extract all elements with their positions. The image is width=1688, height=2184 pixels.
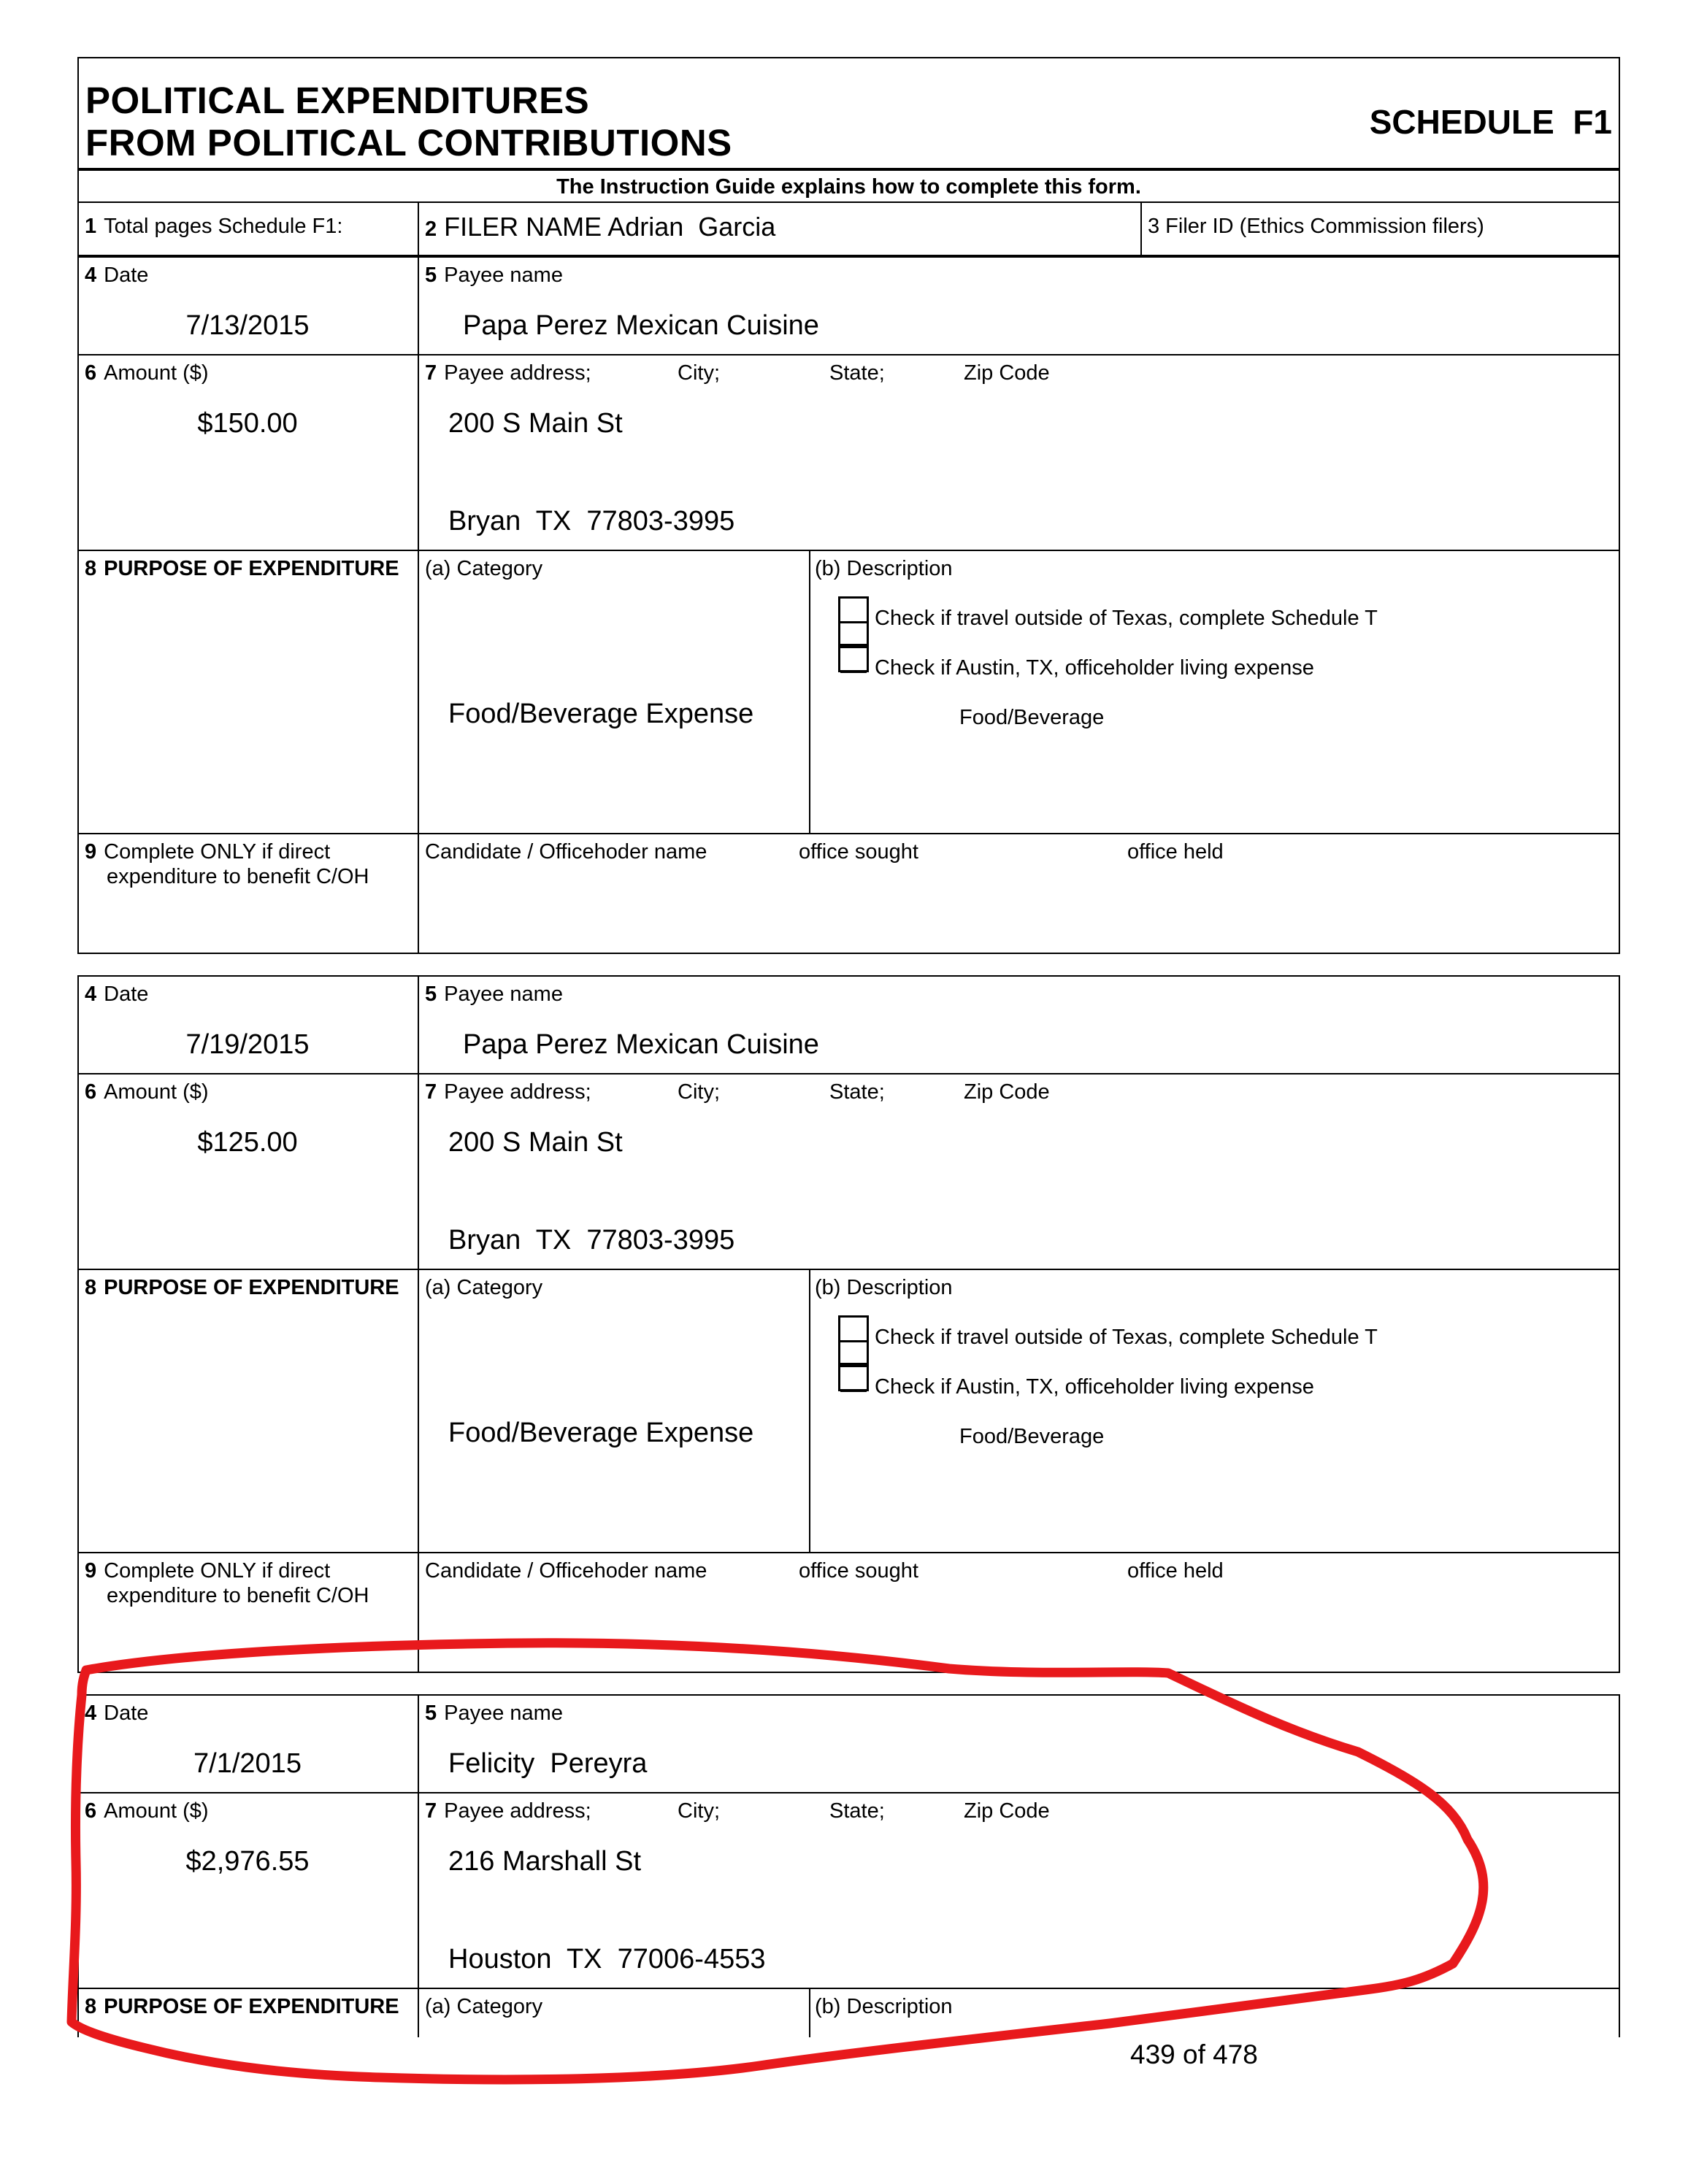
- complete-only-label: 9 Complete ONLY if direct: [85, 840, 331, 864]
- filer-name-field: 2 FILER NAME Adrian Garcia: [425, 212, 776, 242]
- form-title-line2: FROM POLITICAL CONTRIBUTIONS: [85, 122, 732, 164]
- date-label: 4 Date: [85, 264, 149, 287]
- purpose-label: 8 PURPOSE OF EXPENDITURE: [85, 1276, 399, 1299]
- office-sought-label: office sought: [799, 1559, 918, 1583]
- schedule-label: SCHEDULE F1: [1369, 103, 1612, 141]
- zip-label: Zip Code: [964, 1080, 1050, 1104]
- payee-name-value: Papa Perez Mexican Cuisine: [463, 1029, 819, 1060]
- austin-check-label: Check if Austin, TX, officeholder living expense: [875, 656, 1314, 680]
- payee-address-label: 7 Payee address;: [425, 1080, 591, 1104]
- date-label: 4 Date: [85, 983, 149, 1006]
- payee-address-label: 7 Payee address;: [425, 1799, 591, 1823]
- category-label: (a) Category: [425, 1995, 543, 2018]
- payee-address-city-state-zip: Bryan TX 77803-3995: [448, 1225, 735, 1256]
- payee-address-label: 7 Payee address;: [425, 361, 591, 385]
- complete-only-label: 9 Complete ONLY if direct: [85, 1559, 331, 1583]
- payee-address-city-state-zip: Bryan TX 77803-3995: [448, 506, 735, 537]
- state-label: State;: [829, 361, 885, 385]
- austin-check-label: Check if Austin, TX, officeholder living expense: [875, 1375, 1314, 1399]
- description-label: (b) Description: [815, 557, 953, 580]
- category-value: Food/Beverage Expense: [448, 699, 754, 729]
- description-label: (b) Description: [815, 1276, 953, 1299]
- description-label: (b) Description: [815, 1995, 953, 2018]
- purpose-label: 8 PURPOSE OF EXPENDITURE: [85, 1995, 399, 2018]
- travel-check-label: Check if travel outside of Texas, complete Schedule T: [875, 607, 1378, 630]
- amount-value: $2,976.55: [185, 1846, 310, 1877]
- city-label: City;: [678, 1799, 720, 1823]
- office-held-label: office held: [1127, 840, 1224, 864]
- purpose-label: 8 PURPOSE OF EXPENDITURE: [85, 557, 399, 580]
- date-label: 4 Date: [85, 1702, 149, 1725]
- instructions-note: The Instruction Guide explains how to complete this form.: [556, 175, 1141, 199]
- city-label: City;: [678, 361, 720, 385]
- payee-name-label: 5 Payee name: [425, 264, 563, 287]
- office-sought-label: office sought: [799, 840, 918, 864]
- travel-check-label: Check if travel outside of Texas, complete Schedule T: [875, 1326, 1378, 1349]
- candidate-label: Candidate / Officehoder name: [425, 840, 707, 864]
- amount-label: 6 Amount ($): [85, 1799, 209, 1823]
- office-held-label: office held: [1127, 1559, 1224, 1583]
- payee-name-label: 5 Payee name: [425, 983, 563, 1006]
- payee-address-city-state-zip: Houston TX 77006-4553: [448, 1944, 766, 1975]
- page-number: 439 of 478: [1130, 2039, 1258, 2069]
- complete-only-label-line2: expenditure to benefit C/OH: [107, 865, 369, 888]
- zip-label: Zip Code: [964, 361, 1050, 385]
- amount-label: 6 Amount ($): [85, 361, 209, 385]
- payee-name-value: Felicity Pereyra: [448, 1748, 648, 1779]
- zip-label: Zip Code: [964, 1799, 1050, 1823]
- description-value: Food/Beverage: [959, 706, 1105, 729]
- total-pages-label: 1 Total pages Schedule F1:: [85, 215, 343, 238]
- date-value: 7/19/2015: [185, 1029, 310, 1060]
- payee-address-street: 200 S Main St: [448, 1127, 623, 1158]
- category-label: (a) Category: [425, 1276, 543, 1299]
- state-label: State;: [829, 1080, 885, 1104]
- payee-address-street: 216 Marshall St: [448, 1846, 642, 1877]
- category-value: Food/Beverage Expense: [448, 1418, 754, 1448]
- complete-only-label-line2: expenditure to benefit C/OH: [107, 1584, 369, 1607]
- payee-address-street: 200 S Main St: [448, 408, 623, 439]
- amount-value: $125.00: [197, 1127, 298, 1158]
- category-label: (a) Category: [425, 557, 543, 580]
- state-label: State;: [829, 1799, 885, 1823]
- description-value: Food/Beverage: [959, 1425, 1105, 1448]
- filer-name-value: Adrian Garcia: [607, 212, 776, 242]
- date-value: 7/1/2015: [193, 1748, 302, 1779]
- date-value: 7/13/2015: [185, 310, 310, 341]
- annotation-stroke: [72, 1643, 1484, 2080]
- candidate-label: Candidate / Officehoder name: [425, 1559, 707, 1583]
- city-label: City;: [678, 1080, 720, 1104]
- payee-name-label: 5 Payee name: [425, 1702, 563, 1725]
- amount-label: 6 Amount ($): [85, 1080, 209, 1104]
- amount-value: $150.00: [197, 408, 298, 439]
- form-title-line1: POLITICAL EXPENDITURES: [85, 80, 590, 121]
- payee-name-value: Papa Perez Mexican Cuisine: [463, 310, 819, 341]
- filer-id-label: 3 Filer ID (Ethics Commission filers): [1148, 215, 1484, 238]
